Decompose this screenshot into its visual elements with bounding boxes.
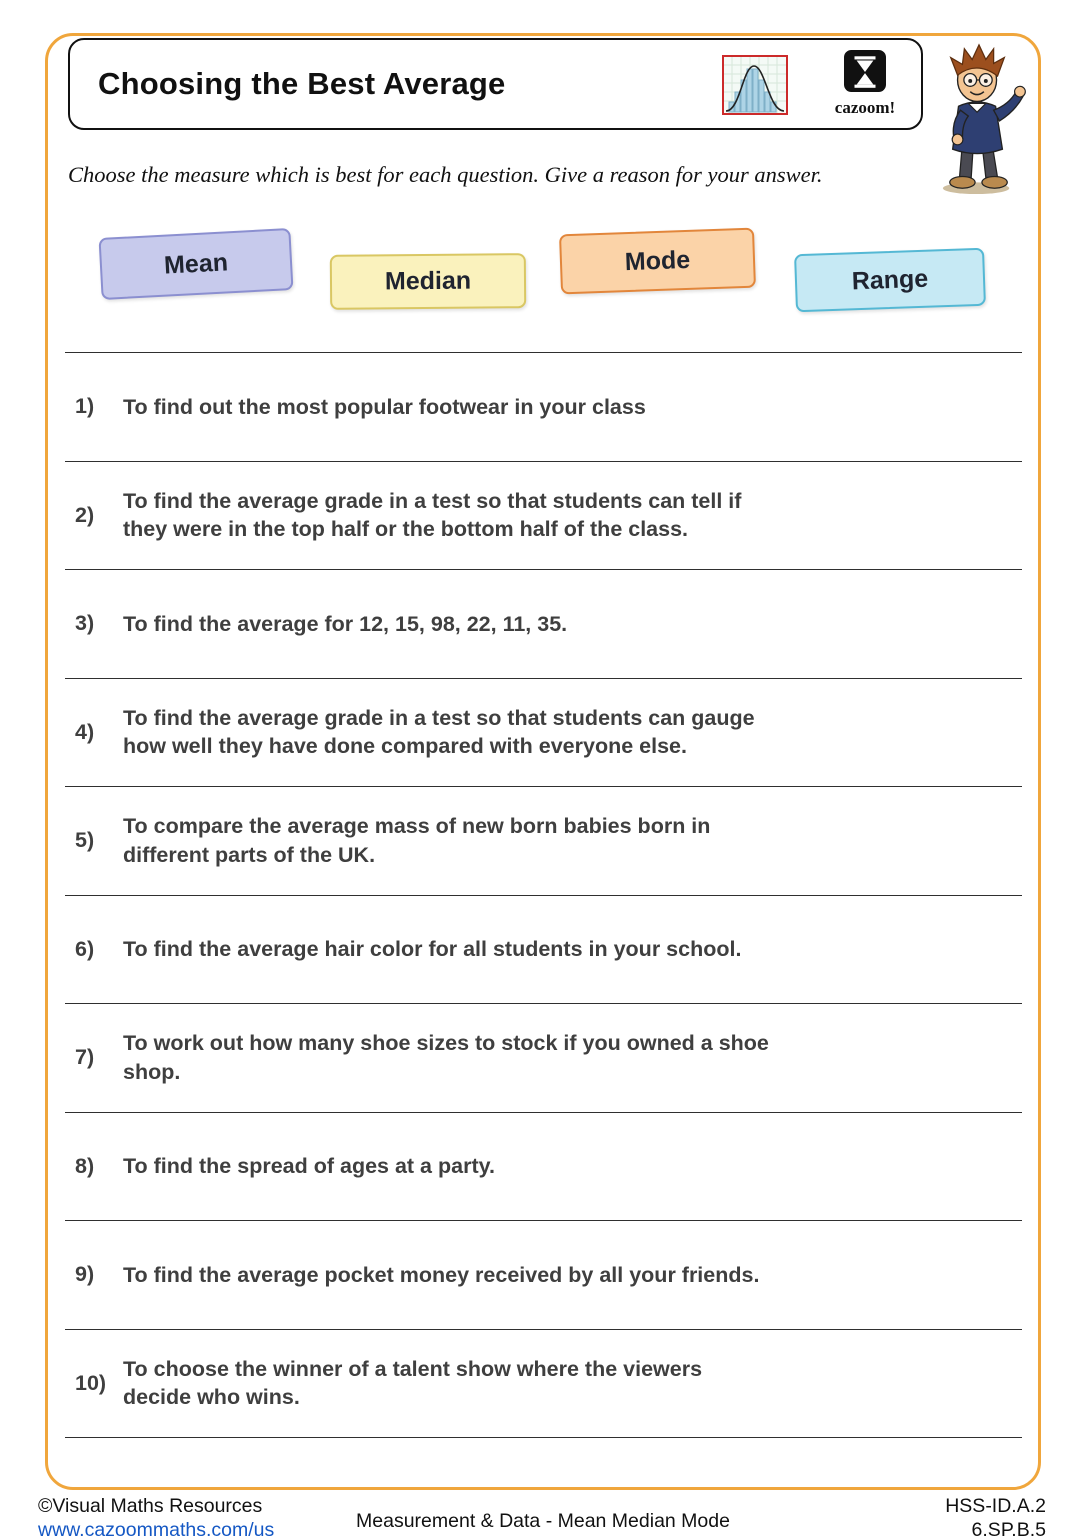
question-text: To find the average pocket money received by all your friends.: [123, 1262, 760, 1287]
footer-right: [945, 1494, 1046, 1536]
standard-code-2: 6.SP.B.5: [971, 1519, 1046, 1536]
question-row: [65, 787, 1022, 896]
answer-option-label: Mode: [624, 245, 691, 276]
answer-option-label: Range: [851, 264, 929, 295]
question-text: To find the average grade in a test so that students can gauge how well they have done compared with everyone else.: [123, 705, 755, 759]
question-number: 4): [75, 719, 95, 744]
answer-option-mode: [559, 228, 756, 295]
standard-code-1: HSS-ID.A.2: [945, 1495, 1046, 1517]
answer-option-range: [794, 248, 986, 313]
question-number: 10): [75, 1370, 107, 1395]
question-text: To find the spread of ages at a party.: [123, 1154, 495, 1179]
cazoom-logo-mark: [844, 50, 886, 92]
question-number: 3): [75, 611, 95, 636]
question-number: 5): [75, 828, 95, 853]
student-character-illustration: [925, 40, 1033, 201]
question-row: [65, 1113, 1022, 1222]
answer-option-median: [330, 253, 526, 310]
copyright-text: ©Visual Maths Resources: [38, 1495, 263, 1517]
answer-option-mean: [99, 228, 294, 300]
cazoom-logo: [826, 50, 904, 118]
histogram-icon: [722, 55, 788, 120]
question-number: 8): [75, 1153, 95, 1178]
question-number: 2): [75, 502, 95, 527]
title-box: [68, 38, 923, 130]
question-row: [65, 353, 1022, 462]
question-row: [65, 1330, 1022, 1439]
question-text: To find the average for 12, 15, 98, 22, 11, 35.: [123, 611, 568, 636]
question-number: 1): [75, 394, 95, 419]
website-link[interactable]: www.cazoommaths.com/us: [38, 1519, 275, 1536]
answer-option-label: Median: [384, 266, 472, 296]
question-number: 6): [75, 936, 95, 961]
question-number: 7): [75, 1045, 95, 1070]
questions-list: [65, 352, 1022, 1438]
question-number: 9): [75, 1262, 95, 1287]
question-text: To choose the winner of a talent show where the viewers decide who wins.: [123, 1356, 703, 1410]
question-text: To find out the most popular footwear in your class: [123, 394, 646, 419]
instruction-text: Choose the measure which is best for each question. Give a reason for your answer.: [68, 162, 823, 187]
cazoom-logo-text: cazoom!: [834, 98, 896, 117]
question-text: To find the average grade in a test so that students can tell if they were in the top half or the bottom half of the class.: [123, 488, 742, 542]
question-row: [65, 570, 1022, 679]
question-row: [65, 1004, 1022, 1113]
question-row: [65, 1221, 1022, 1330]
question-row: [65, 679, 1022, 788]
page-title: Choosing the Best Average: [98, 66, 506, 101]
question-row: [65, 896, 1022, 1005]
question-text: To compare the average mass of new born babies born in different parts of the UK.: [123, 814, 711, 867]
answer-option-label: Mean: [163, 247, 229, 280]
question-text: To find the average hair color for all students in your school.: [123, 937, 742, 962]
question-text: To work out how many shoe sizes to stock if you owned a shoe shop.: [123, 1031, 769, 1084]
question-row: [65, 462, 1022, 571]
footer-topic-text: Measurement & Data - Mean Median Mode: [356, 1510, 730, 1532]
